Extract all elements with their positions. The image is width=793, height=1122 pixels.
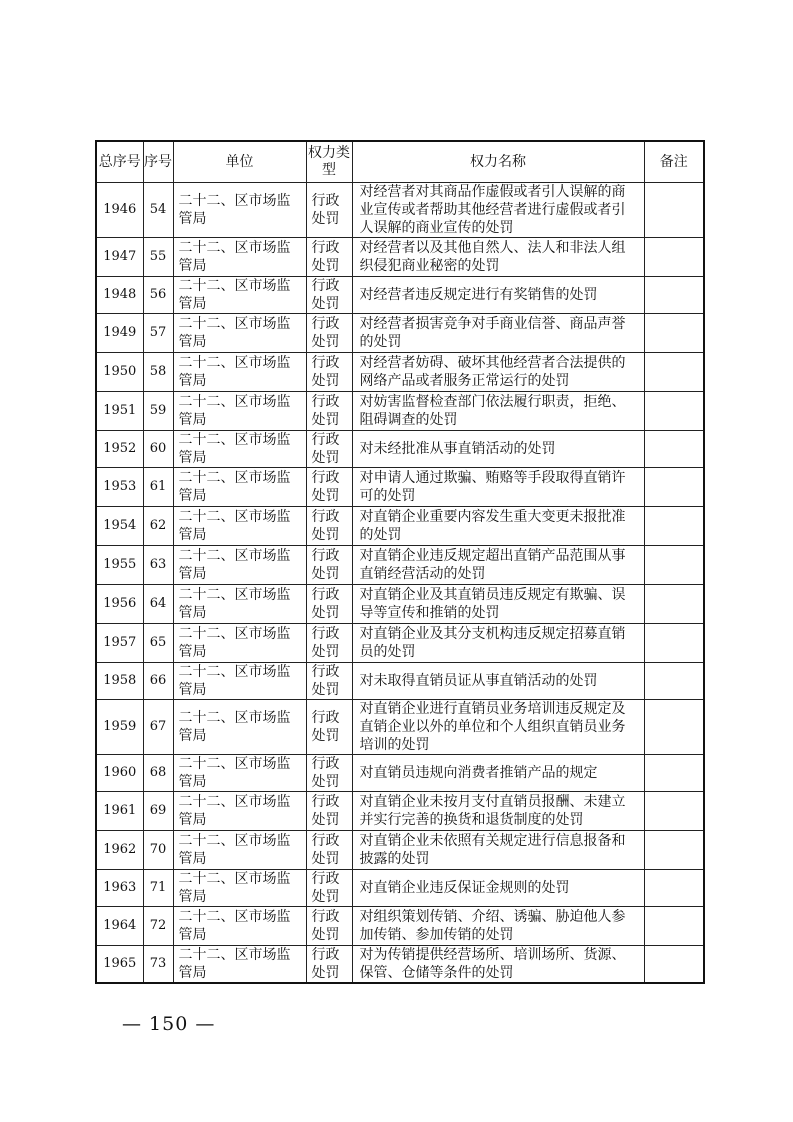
cell-power-type: 行政处罚 (306, 755, 352, 792)
cell-remark (644, 507, 704, 546)
cell-total-no: 1950 (96, 353, 143, 392)
cell-seq-no: 65 (143, 624, 173, 663)
cell-total-no: 1946 (96, 183, 143, 238)
cell-unit: 二十二、区市场监管局 (173, 431, 306, 468)
header-unit: 单位 (173, 141, 306, 183)
cell-seq-no: 58 (143, 353, 173, 392)
table-row (96, 755, 704, 792)
table-row (96, 946, 704, 984)
cell-seq-no: 66 (143, 663, 173, 700)
cell-seq-no: 54 (143, 183, 173, 238)
cell-power-name: 对未取得直销员证从事直销活动的处罚 (352, 663, 644, 700)
cell-power-type: 行政处罚 (306, 831, 352, 870)
cell-unit: 二十二、区市场监管局 (173, 468, 306, 507)
page-number: — 150 — (122, 1013, 216, 1035)
cell-unit: 二十二、区市场监管局 (173, 870, 306, 907)
header-total-no: 总序号 (96, 141, 143, 183)
cell-power-name: 对经营者损害竞争对手商业信誉、商品声誉的处罚 (352, 314, 644, 353)
cell-total-no: 1959 (96, 700, 143, 755)
cell-power-name: 对直销员违规向消费者推销产品的规定 (352, 755, 644, 792)
cell-seq-no: 61 (143, 468, 173, 507)
cell-seq-no: 67 (143, 700, 173, 755)
cell-seq-no: 73 (143, 946, 173, 984)
table-row (96, 392, 704, 431)
cell-seq-no: 62 (143, 507, 173, 546)
cell-power-name: 对为传销提供经营场所、培训场所、货源、保管、仓储等条件的处罚 (352, 946, 644, 984)
cell-seq-no: 72 (143, 907, 173, 946)
table-row (96, 468, 704, 507)
cell-total-no: 1951 (96, 392, 143, 431)
cell-seq-no: 57 (143, 314, 173, 353)
cell-power-type: 行政处罚 (306, 946, 352, 984)
cell-remark (644, 238, 704, 277)
table-row (96, 238, 704, 277)
cell-power-name: 对直销企业违反保证金规则的处罚 (352, 870, 644, 907)
cell-seq-no: 63 (143, 546, 173, 585)
cell-power-type: 行政处罚 (306, 431, 352, 468)
table-row (96, 431, 704, 468)
cell-unit: 二十二、区市场监管局 (173, 507, 306, 546)
cell-unit: 二十二、区市场监管局 (173, 755, 306, 792)
cell-power-type: 行政处罚 (306, 585, 352, 624)
cell-seq-no: 68 (143, 755, 173, 792)
table-row (96, 314, 704, 353)
cell-unit: 二十二、区市场监管局 (173, 277, 306, 314)
cell-total-no: 1965 (96, 946, 143, 984)
cell-power-name: 对经营者妨碍、破坏其他经营者合法提供的网络产品或者服务正常运行的处罚 (352, 353, 644, 392)
power-list-table-container (95, 140, 703, 984)
cell-total-no: 1954 (96, 507, 143, 546)
cell-total-no: 1962 (96, 831, 143, 870)
cell-power-name: 对未经批准从事直销活动的处罚 (352, 431, 644, 468)
power-list-table (95, 140, 705, 984)
header-power-type: 权力类型 (306, 141, 352, 183)
table-row (96, 546, 704, 585)
cell-remark (644, 468, 704, 507)
cell-total-no: 1961 (96, 792, 143, 831)
cell-total-no: 1960 (96, 755, 143, 792)
cell-remark (644, 431, 704, 468)
table-row (96, 353, 704, 392)
cell-power-type: 行政处罚 (306, 663, 352, 700)
table-row (96, 624, 704, 663)
cell-remark (644, 585, 704, 624)
cell-remark (644, 870, 704, 907)
cell-power-name: 对直销企业进行直销员业务培训违反规定及直销企业以外的单位和个人组织直销员业务培训的处罚 (352, 700, 644, 755)
table-row (96, 277, 704, 314)
cell-power-name: 对直销企业未按月支付直销员报酬、未建立并实行完善的换货和退货制度的处罚 (352, 792, 644, 831)
cell-power-type: 行政处罚 (306, 392, 352, 431)
cell-power-type: 行政处罚 (306, 792, 352, 831)
cell-power-type: 行政处罚 (306, 624, 352, 663)
table-header-row (96, 141, 704, 183)
cell-remark (644, 700, 704, 755)
cell-total-no: 1957 (96, 624, 143, 663)
cell-remark (644, 831, 704, 870)
cell-seq-no: 60 (143, 431, 173, 468)
cell-unit: 二十二、区市场监管局 (173, 663, 306, 700)
cell-remark (644, 663, 704, 700)
table-row (96, 663, 704, 700)
cell-total-no: 1952 (96, 431, 143, 468)
cell-unit: 二十二、区市场监管局 (173, 624, 306, 663)
table-row (96, 831, 704, 870)
cell-power-type: 行政处罚 (306, 183, 352, 238)
cell-total-no: 1953 (96, 468, 143, 507)
cell-seq-no: 70 (143, 831, 173, 870)
cell-power-name: 对直销企业违反规定超出直销产品范围从事直销经营活动的处罚 (352, 546, 644, 585)
cell-power-type: 行政处罚 (306, 700, 352, 755)
cell-power-name: 对申请人通过欺骗、贿赂等手段取得直销许可的处罚 (352, 468, 644, 507)
header-power-name: 权力名称 (352, 141, 644, 183)
cell-total-no: 1947 (96, 238, 143, 277)
cell-unit: 二十二、区市场监管局 (173, 314, 306, 353)
table-row (96, 907, 704, 946)
cell-remark (644, 946, 704, 984)
cell-unit: 二十二、区市场监管局 (173, 238, 306, 277)
cell-remark (644, 314, 704, 353)
cell-unit: 二十二、区市场监管局 (173, 831, 306, 870)
cell-unit: 二十二、区市场监管局 (173, 392, 306, 431)
table-row (96, 507, 704, 546)
cell-power-type: 行政处罚 (306, 277, 352, 314)
cell-power-type: 行政处罚 (306, 238, 352, 277)
table-row (96, 585, 704, 624)
cell-unit: 二十二、区市场监管局 (173, 907, 306, 946)
cell-remark (644, 792, 704, 831)
cell-seq-no: 56 (143, 277, 173, 314)
cell-seq-no: 59 (143, 392, 173, 431)
cell-total-no: 1964 (96, 907, 143, 946)
cell-remark (644, 183, 704, 238)
cell-power-type: 行政处罚 (306, 546, 352, 585)
header-seq-no: 序号 (143, 141, 173, 183)
cell-power-name: 对组织策划传销、介绍、诱骗、胁迫他人参加传销、参加传销的处罚 (352, 907, 644, 946)
cell-unit: 二十二、区市场监管局 (173, 183, 306, 238)
header-remark: 备注 (644, 141, 704, 183)
cell-power-name: 对经营者违反规定进行有奖销售的处罚 (352, 277, 644, 314)
cell-total-no: 1958 (96, 663, 143, 700)
cell-remark (644, 624, 704, 663)
cell-unit: 二十二、区市场监管局 (173, 792, 306, 831)
cell-seq-no: 55 (143, 238, 173, 277)
cell-unit: 二十二、区市场监管局 (173, 546, 306, 585)
cell-total-no: 1963 (96, 870, 143, 907)
cell-power-name: 对经营者以及其他自然人、法人和非法人组织侵犯商业秘密的处罚 (352, 238, 644, 277)
cell-power-type: 行政处罚 (306, 907, 352, 946)
cell-seq-no: 71 (143, 870, 173, 907)
cell-remark (644, 546, 704, 585)
cell-power-name: 对经营者对其商品作虚假或者引人误解的商业宣传或者帮助其他经营者进行虚假或者引人误解的商业宣传的处罚 (352, 183, 644, 238)
cell-remark (644, 277, 704, 314)
cell-total-no: 1955 (96, 546, 143, 585)
cell-seq-no: 64 (143, 585, 173, 624)
cell-power-type: 行政处罚 (306, 468, 352, 507)
cell-power-type: 行政处罚 (306, 870, 352, 907)
cell-remark (644, 907, 704, 946)
cell-unit: 二十二、区市场监管局 (173, 353, 306, 392)
cell-remark (644, 353, 704, 392)
cell-remark (644, 392, 704, 431)
table-row (96, 183, 704, 238)
cell-power-name: 对直销企业重要内容发生重大变更未报批准的处罚 (352, 507, 644, 546)
cell-power-name: 对直销企业及其直销员违反规定有欺骗、误导等宣传和推销的处罚 (352, 585, 644, 624)
cell-unit: 二十二、区市场监管局 (173, 946, 306, 984)
table-row (96, 792, 704, 831)
table-row (96, 870, 704, 907)
cell-unit: 二十二、区市场监管局 (173, 700, 306, 755)
cell-power-type: 行政处罚 (306, 314, 352, 353)
table-body (96, 183, 704, 984)
cell-power-name: 对直销企业及其分支机构违反规定招募直销员的处罚 (352, 624, 644, 663)
cell-power-name: 对直销企业未依照有关规定进行信息报备和披露的处罚 (352, 831, 644, 870)
cell-unit: 二十二、区市场监管局 (173, 585, 306, 624)
cell-power-name: 对妨害监督检查部门依法履行职责，拒绝、阻碍调查的处罚 (352, 392, 644, 431)
cell-total-no: 1949 (96, 314, 143, 353)
cell-power-type: 行政处罚 (306, 507, 352, 546)
cell-total-no: 1948 (96, 277, 143, 314)
cell-seq-no: 69 (143, 792, 173, 831)
table-row (96, 700, 704, 755)
cell-power-type: 行政处罚 (306, 353, 352, 392)
cell-total-no: 1956 (96, 585, 143, 624)
cell-remark (644, 755, 704, 792)
